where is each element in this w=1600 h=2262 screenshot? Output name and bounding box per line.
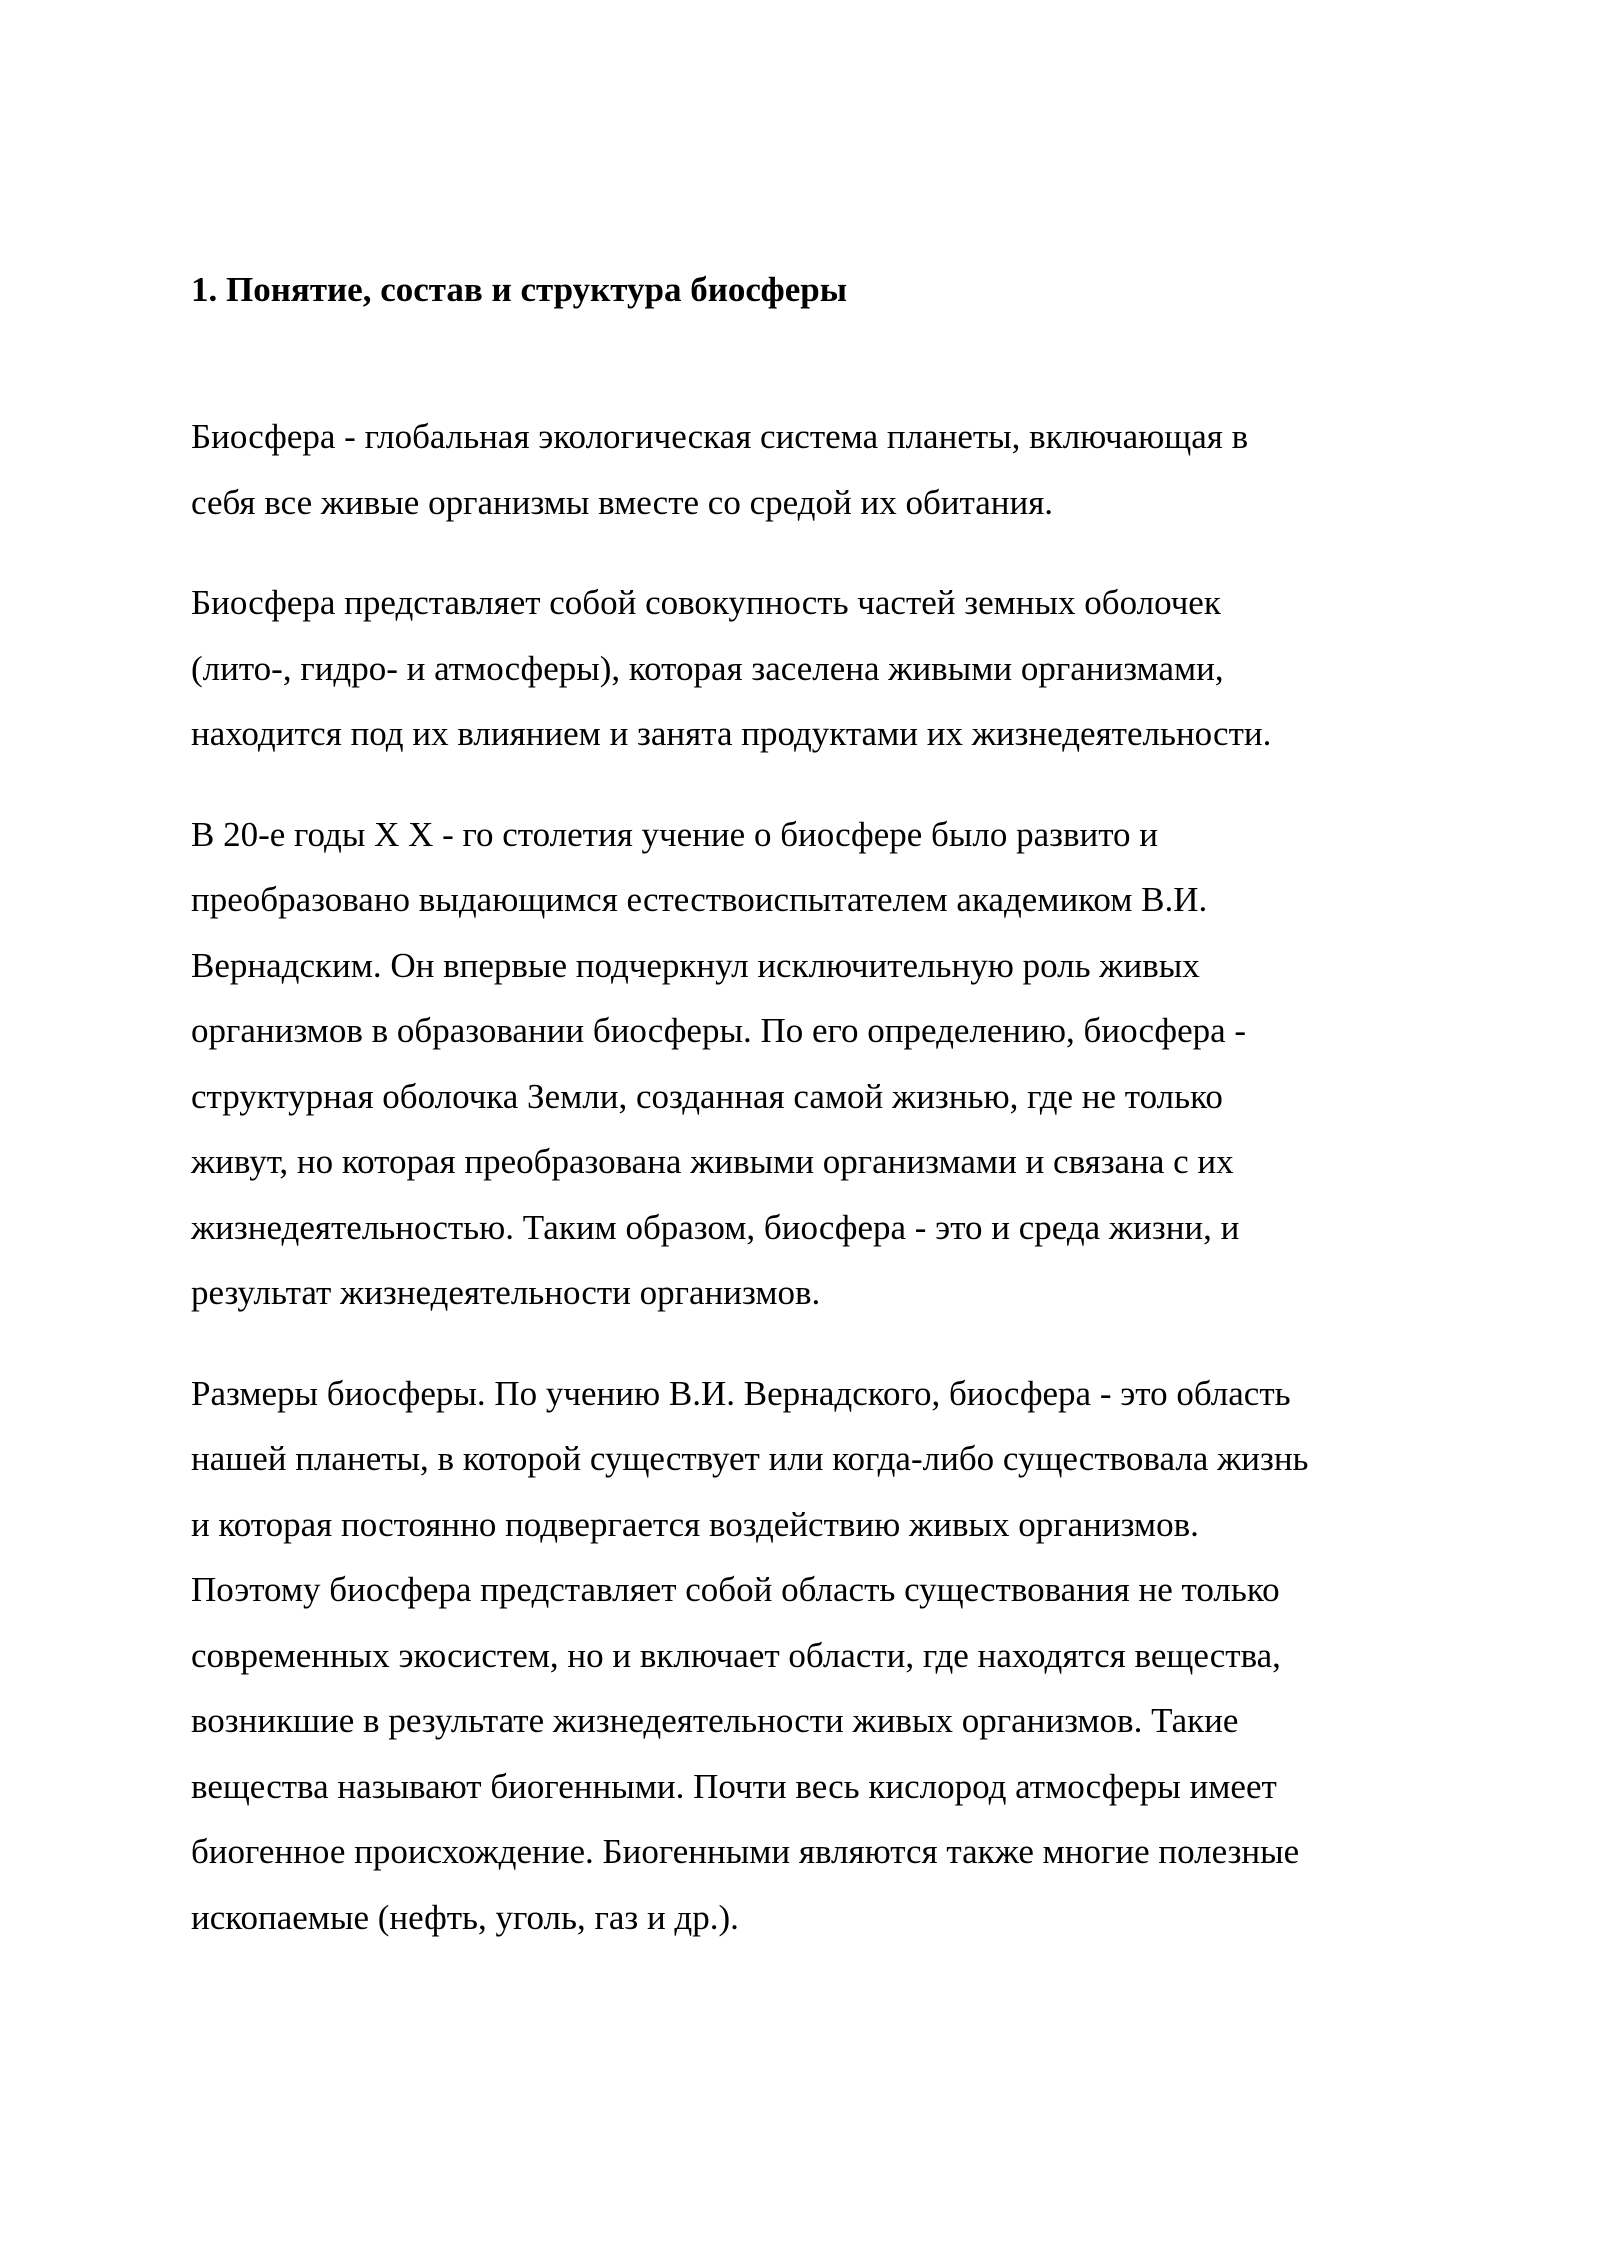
text-line: результат жизнедеятельности организмов. bbox=[191, 1273, 821, 1312]
paragraph-vernadsky-teaching bbox=[191, 802, 1416, 1326]
text-line: Биосфера представляет собой совокупность частей земных оболочек bbox=[191, 583, 1221, 622]
text-line: В 20-е годы X X - го столетия учение о биосфере было развито и bbox=[191, 814, 1159, 854]
text-line: Размеры биосферы. По учению В.И. Вернадского, биосфера - это область bbox=[191, 1373, 1291, 1413]
text-line: возникшие в результате жизнедеятельности живых организмов. Такие bbox=[191, 1701, 1239, 1740]
paragraph-biosphere-definition bbox=[191, 404, 1416, 535]
text-line: биогенное происхождение. Биогенными являются также многие полезные bbox=[191, 1832, 1300, 1871]
text-line: и которая постоянно подвергается воздействию живых организмов. bbox=[191, 1504, 1199, 1544]
text-line: Биосфера - глобальная экологическая система планеты, включающая в bbox=[191, 417, 1249, 456]
document-body bbox=[191, 260, 1416, 1985]
text-line: вещества называют биогенными. Почти весь кислород атмосферы имеет bbox=[191, 1766, 1277, 1806]
paragraph-biosphere-size bbox=[191, 1361, 1416, 1951]
text-line: Поэтому биосфера представляет собой область существования не только bbox=[191, 1570, 1280, 1609]
text-line: находится под их влиянием и занята продуктами их жизнедеятельности. bbox=[191, 714, 1272, 753]
text-line: ископаемые (нефть, уголь, газ и др.). bbox=[191, 1897, 739, 1937]
section-heading: 1. Понятие, состав и структура биосферы bbox=[191, 270, 848, 309]
text-line: структурная оболочка Земли, созданная самой жизнью, где не только bbox=[191, 1076, 1223, 1116]
text-line: (лито-, гидро- и атмосферы), которая заселена живыми организмами, bbox=[191, 648, 1224, 688]
text-line: организмов в образовании биосферы. По его определению, биосфера - bbox=[191, 1011, 1247, 1050]
text-line: себя все живые организмы вместе со средой их обитания. bbox=[191, 482, 1054, 522]
text-line: жизнедеятельностью. Таким образом, биосфера - это и среда жизни, и bbox=[191, 1207, 1240, 1247]
text-line: Вернадским. Он впервые подчеркнул исключительную роль живых bbox=[191, 945, 1200, 985]
text-line: нашей планеты, в которой существует или когда-либо существовала жизнь bbox=[191, 1439, 1309, 1478]
text-line: преобразовано выдающимся естествоиспытателем академиком В.И. bbox=[191, 880, 1208, 919]
paragraph-biosphere-composition bbox=[191, 570, 1416, 767]
text-line: современных экосистем, но и включает области, где находятся вещества, bbox=[191, 1635, 1281, 1675]
text-line: живут, но которая преобразована живыми организмами и связана с их bbox=[191, 1142, 1234, 1181]
